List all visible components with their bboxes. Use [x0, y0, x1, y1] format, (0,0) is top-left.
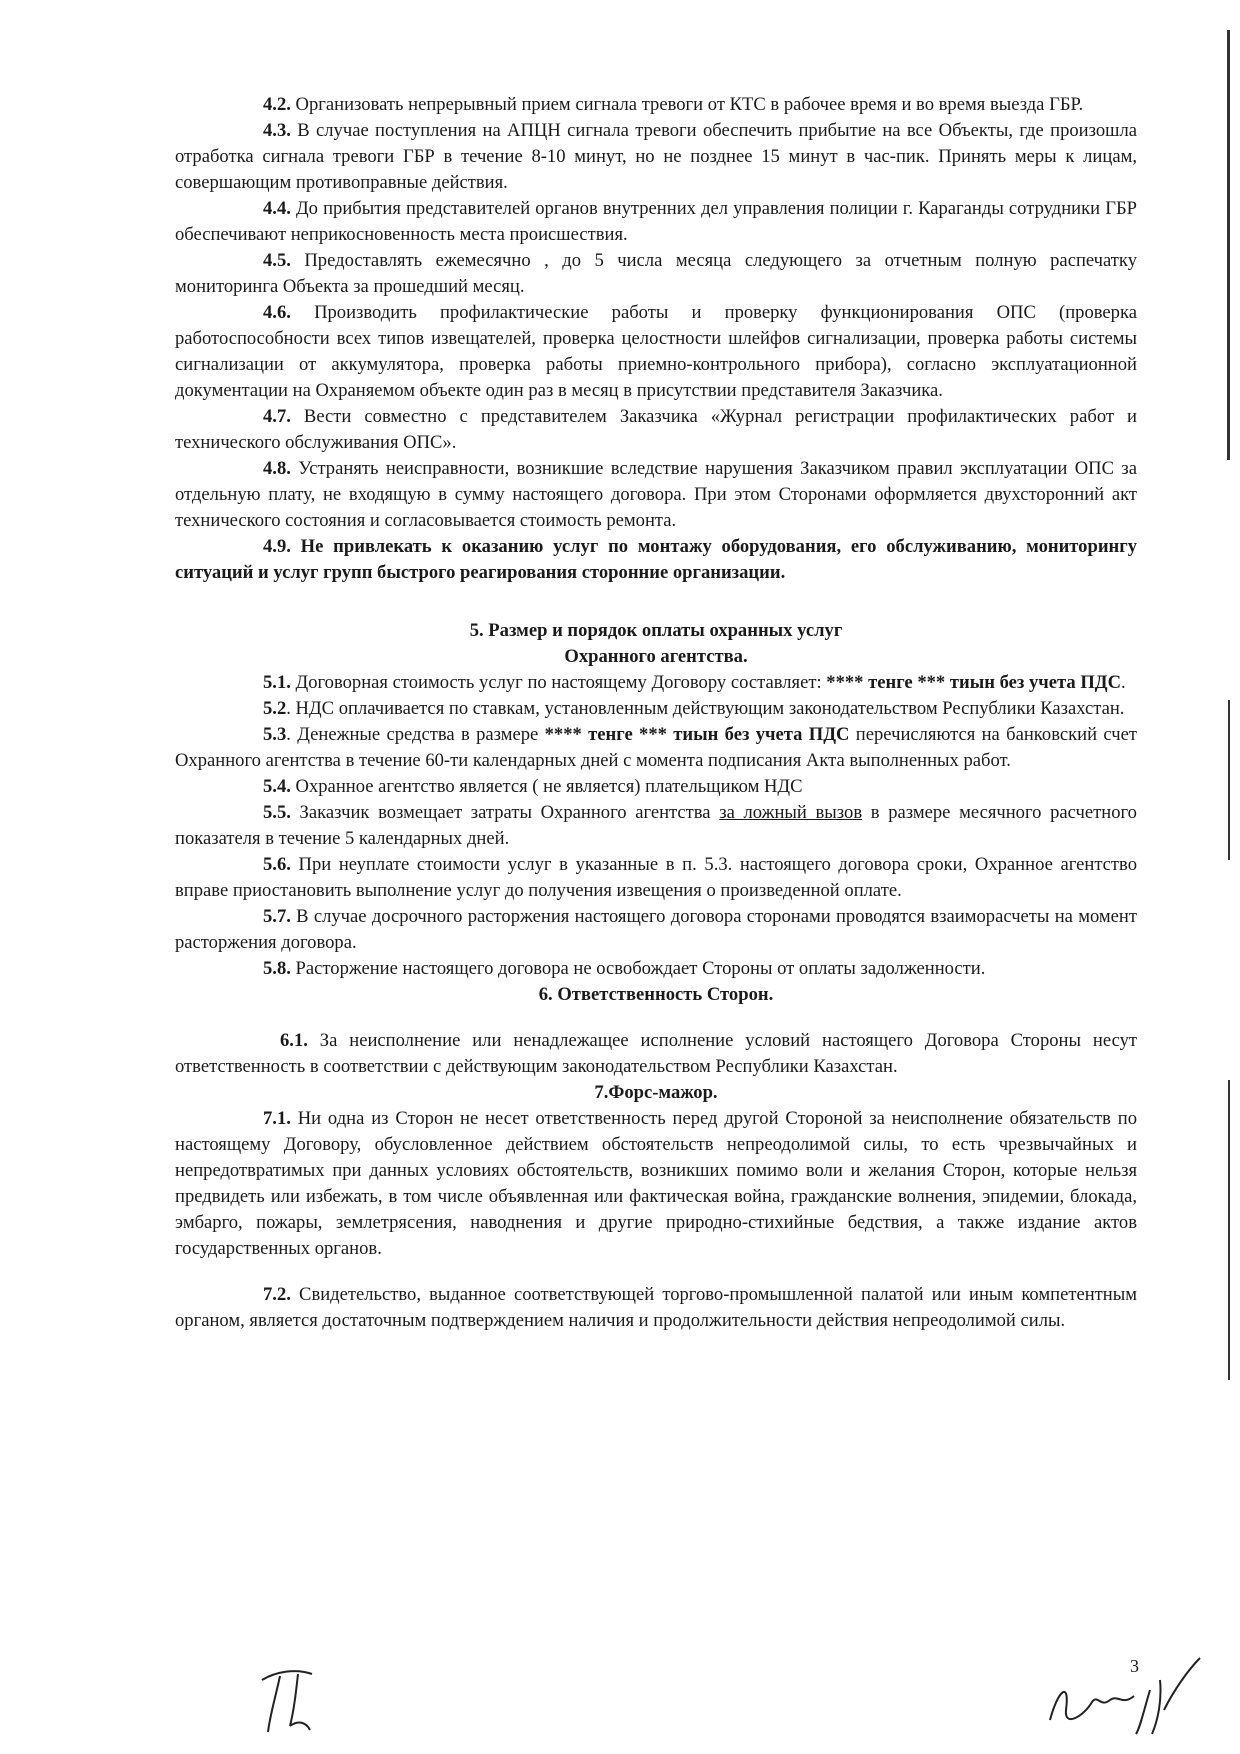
scan-edge-mark [1228, 700, 1230, 860]
clause-4-2: 4.2. Организовать непрерывный прием сигнала тревоги от КТС в рабочее время и во время выезда ГБР. [263, 94, 1084, 115]
page-number: 3 [1130, 1656, 1139, 1676]
signature-right [1040, 1650, 1210, 1740]
clause-7-2: 7.2. Свидетельство, выданное соответствующей торгово-промышленной палатой или иным компетентным органом, является достаточным подтверждением наличия и продолжительности действия непреодолимой силы. [175, 1284, 1137, 1331]
section-7-heading: 7.Форс-мажор. [594, 1082, 718, 1103]
clause-6-1: 6.1. За неисполнение или ненадлежащее исполнение условий настоящего Договора Стороны несут ответственность в соответствии с действующим законодательством Республики Казахстан. [175, 1030, 1137, 1077]
clause-5-2: 5.2. НДС оплачивается по ставкам, установленным действующим законодательством Республики Казахстан. [263, 698, 1125, 719]
clause-4-7: 4.7. Вести совместно с представителем Заказчика «Журнал регистрации профилактических работ и технического обслуживания ОПС». [175, 406, 1137, 453]
initials-signature-left [250, 1660, 330, 1740]
clause-5-7: 5.7. В случае досрочного расторжения настоящего договора сторонами проводятся взаиморасчеты на момент расторжения договора. [175, 906, 1137, 953]
clause-7-1: 7.1. Ни одна из Сторон не несет ответственность перед другой Стороной за неисполнение обязательств по настоящему Договору, обусловленное действием обстоятельств непреодолимой силы, то есть чрезвычайных и непредотвратимых при данных условиях обстоятельств, возникших помимо воли и желания Сторон, которые нельзя предвидеть или избежать, в том числе объявленная или фактическая война, гражданские волнения, эпидемии, блокада, эмбарго, пожары, землетрясения, наводнения и другие природно-стихийные бедствия, а также издание актов государственных органов. [175, 1108, 1137, 1259]
scan-edge-mark [1228, 1080, 1230, 1380]
clause-5-1: 5.1. Договорная стоимость услуг по настоящему Договору составляет: **** тенге *** тиын без учета ПДС. [263, 672, 1126, 693]
clause-5-4: 5.4. Охранное агентство является ( не является) плательщиком НДС [263, 776, 803, 797]
clause-5-5: 5.5. Заказчик возмещает затраты Охранного агентства за ложный вызов в размере месячного расчетного показателя в течение 5 календарных дней. [175, 802, 1137, 849]
clause-5-6: 5.6. При неуплате стоимости услуг в указанные в п. 5.3. настоящего договора сроки, Охранное агентство вправе приостановить выполнение услуг до получения извещения о произведенной оплате. [175, 854, 1137, 901]
section-6-heading: 6. Ответственность Сторон. [538, 984, 774, 1005]
section-5-heading: 5. Размер и порядок оплаты охранных услуг [469, 620, 843, 641]
clause-4-4: 4.4. До прибытия представителей органов внутренних дел управления полиции г. Караганды сотрудники ГБР обеспечивают неприкосновенность места происшествия. [175, 198, 1137, 245]
clause-4-6: 4.6. Производить профилактические работы и проверку функционирования ОПС (проверка работоспособности всех типов извещателей, проверка целостности шлейфов сигнализации, проверка работы системы сигнализации от аккумулятора, проверка работы приемно-контрольного прибора), согласно эксплуатационной документации на Охраняемом объекте один раз в месяц в присутствии представителя Заказчика. [175, 302, 1137, 401]
scan-edge-mark [1227, 30, 1230, 460]
clause-4-9: 4.9. Не привлекать к оказанию услуг по монтажу оборудования, его обслуживанию, мониторингу ситуаций и услуг групп быстрого реагирования сторонние организации. [175, 536, 1137, 583]
section-5-heading-line2: Охранного агентства. [564, 646, 748, 667]
clause-5-3: 5.3. Денежные средства в размере **** тенге *** тиын без учета ПДС перечисляются на банковский счет Охранного агентства в течение 60-ти календарных дней с момента подписания Акта выполненных работ. [175, 724, 1137, 771]
clause-4-8: 4.8. Устранять неисправности, возникшие вследствие нарушения Заказчиком правил эксплуатации ОПС за отдельную плату, не входящую в сумму настоящего договора. При этом Сторонами оформляется двухсторонний акт технического состояния и согласовывается стоимость ремонта. [175, 458, 1137, 531]
clause-4-3: 4.3. В случае поступления на АПЦН сигнала тревоги обеспечить прибытие на все Объекты, где произошла отработка сигнала тревоги ГБР в течение 8-10 минут, но не позднее 15 минут в час-пик. Принять меры к лицам, совершающим противоправные действия. [175, 120, 1137, 193]
clause-4-5: 4.5. Предоставлять ежемесячно , до 5 числа месяца следующего за отчетным полную распечатку мониторинга Объекта за прошедший месяц. [175, 250, 1137, 297]
document-page [175, 92, 1137, 1334]
clause-5-8: 5.8. Расторжение настоящего договора не освобождает Стороны от оплаты задолженности. [263, 958, 986, 979]
